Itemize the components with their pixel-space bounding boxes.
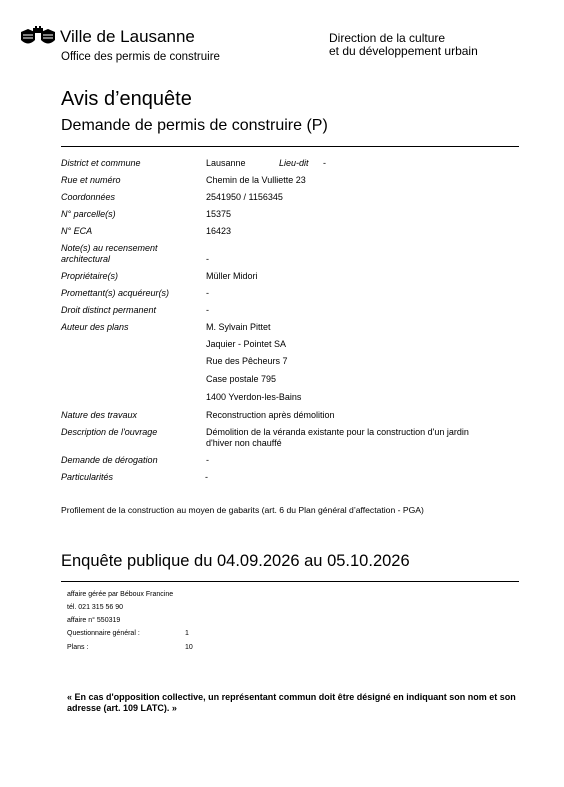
particularites-value: - bbox=[205, 472, 208, 482]
auteur-label: Auteur des plans bbox=[61, 322, 129, 332]
parcelle-label: N° parcelle(s) bbox=[61, 209, 116, 219]
district-value: Lausanne bbox=[206, 158, 246, 168]
enquete-divider bbox=[61, 581, 519, 582]
droit-label: Droit distinct permanent bbox=[61, 305, 157, 315]
derogation-label: Demande de dérogation bbox=[61, 455, 158, 465]
auteur-line: Jaquier - Pointet SA bbox=[206, 339, 287, 349]
proprietaire-label: Propriétaire(s) bbox=[61, 271, 119, 281]
auteur-line: 1400 Yverdon-les-Bains bbox=[206, 392, 302, 402]
droit-value: - bbox=[206, 305, 209, 315]
promettant-value: - bbox=[206, 288, 209, 298]
proprietaire-value: Müller Midori bbox=[206, 271, 258, 281]
department-line-2: et du développement urbain bbox=[329, 44, 478, 58]
auteur-line: Rue des Pêcheurs 7 bbox=[206, 356, 288, 366]
department-line-1: Direction de la culture bbox=[329, 31, 446, 45]
enquete-dates: Enquête publique du 04.09.2026 au 05.10.2026 bbox=[61, 552, 410, 570]
coordinates-value: 2541950 / 1156345 bbox=[206, 192, 283, 202]
nature-label: Nature des travaux bbox=[61, 410, 138, 420]
particularites-label: Particularités bbox=[61, 472, 114, 482]
eca-label: N° ECA bbox=[61, 226, 93, 236]
eca-value: 16423 bbox=[206, 226, 232, 236]
description-label: Description de l'ouvrage bbox=[61, 427, 158, 437]
affaire-manager: affaire gérée par Béboux Francine bbox=[67, 591, 174, 598]
rue-label: Rue et numéro bbox=[61, 175, 121, 185]
questionnaire-label: Questionnaire général : bbox=[67, 630, 140, 637]
plans-value: 10 bbox=[185, 644, 193, 651]
lausanne-coat-of-arms-logo bbox=[19, 26, 57, 48]
nature-value: Reconstruction après démolition bbox=[206, 410, 335, 420]
org-name: Ville de Lausanne bbox=[60, 27, 195, 46]
title-divider bbox=[61, 146, 519, 147]
notes-value: - bbox=[206, 254, 209, 264]
rue-value: Chemin de la Vulliette 23 bbox=[206, 175, 306, 185]
auteur-line: Case postale 795 bbox=[206, 374, 277, 384]
derogation-value: - bbox=[206, 455, 209, 465]
questionnaire-value: 1 bbox=[185, 630, 189, 637]
parcelle-value: 15375 bbox=[206, 209, 232, 219]
plans-label: Plans : bbox=[67, 644, 89, 651]
lieudit-value: - bbox=[323, 158, 326, 168]
document-title: Avis d’enquête bbox=[61, 88, 192, 110]
affaire-number: affaire n° 550319 bbox=[67, 617, 121, 624]
description-value: Démolition de la véranda existante pour la construction d'un jardin d'hiver non chauffé bbox=[206, 427, 469, 448]
affaire-phone: tél. 021 315 56 90 bbox=[67, 604, 124, 611]
opposition-notice: « En cas d'opposition collective, un représentant commun doit être désigné en indiquant son nom et son adresse (art. 109 LATC). » bbox=[67, 692, 516, 713]
notes-label: Note(s) au recensement architectural bbox=[61, 243, 158, 264]
lieudit-label: Lieu-dit bbox=[279, 158, 309, 168]
org-subtitle: Office des permis de construire bbox=[61, 51, 220, 63]
district-label: District et commune bbox=[61, 158, 141, 168]
promettant-label: Promettant(s) acquéreur(s) bbox=[61, 288, 170, 298]
profilement-note: Profilement de la construction au moyen de gabarits (art. 6 du Plan général d’affectation - PGA) bbox=[61, 505, 424, 515]
auteur-line: M. Sylvain Pittet bbox=[206, 322, 271, 332]
document-subtitle: Demande de permis de construire (P) bbox=[61, 117, 328, 134]
coordinates-label: Coordonnées bbox=[61, 192, 116, 202]
